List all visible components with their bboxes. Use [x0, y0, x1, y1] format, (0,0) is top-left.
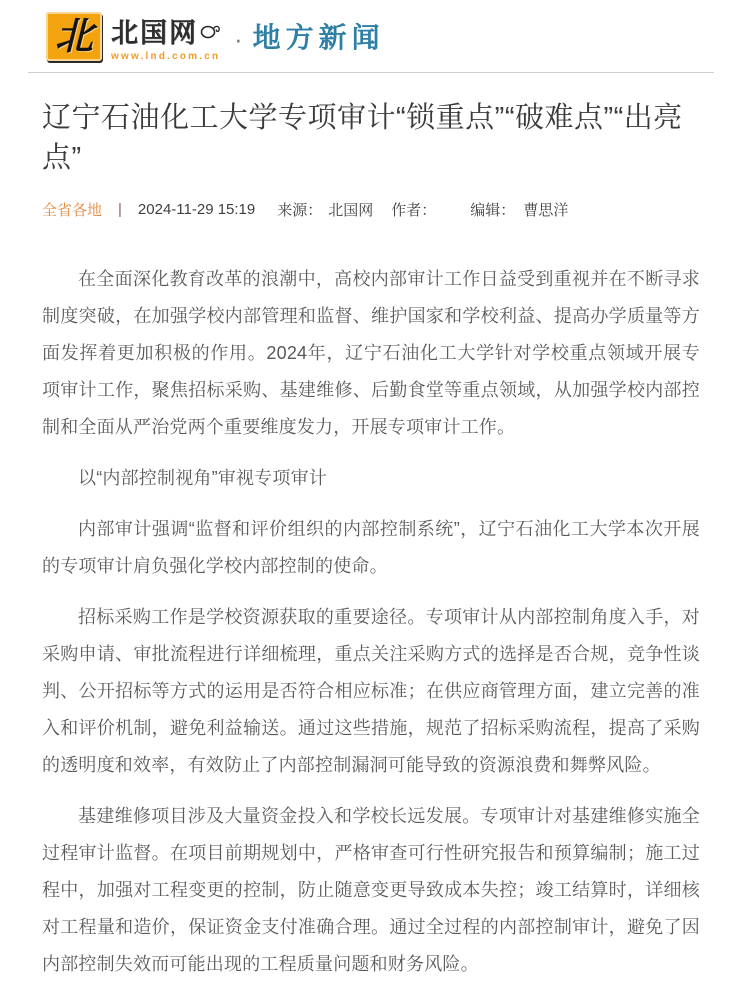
- paragraph-construction: 基建维修项目涉及大量资金投入和学校长远发展。专项审计对基建维修实施全过程审计监督。在项目前期规划中，严格审查可行性研究报告和预算编制；施工过程中，加强对工程变更的控制，防止随意变更导致成本失控；竣工结算时，详细核对工程量和造价，保证资金支付准确合理。通过全过程的内部控制审计，避免了因内部控制失效而可能出现的工程质量问题和财务风险。: [42, 805, 700, 974]
- header-divider: [28, 72, 714, 73]
- article-body: [42, 261, 700, 983]
- section-title[interactable]: 地方新闻: [252, 22, 385, 53]
- dot-separator: ·: [234, 24, 243, 54]
- editor-label: 编辑：: [470, 201, 516, 219]
- site-name[interactable]: 北国网: [111, 18, 198, 48]
- logo-text-column: [111, 12, 222, 62]
- editor-value: 曹思洋: [523, 201, 569, 219]
- site-logo[interactable]: [46, 12, 102, 61]
- logo-row: [46, 12, 714, 62]
- logo-mark-icon: 北: [54, 15, 93, 58]
- site-header: [0, 0, 742, 62]
- source-value[interactable]: 北国网: [328, 201, 374, 219]
- paragraph-intro: 在全面深化教育改革的浪潮中，高校内部审计工作日益受到重视并在不断寻求制度突破，在加强学校内部管理和监督、维护国家和学校利益、提高办学质量等方面发挥着更加积极的作用。2024年，辽宁石油化工大学针对学校重点领域开展专项审计工作，聚焦招标采购、基建维修、后勤食堂等重点领域，从加强学校内部控制和全面从严治党两个重要维度发力，开展专项审计工作。: [42, 268, 700, 437]
- paragraph-internal-control: 内部审计强调“监督和评价组织的内部控制系统”，辽宁石油化工大学本次开展的专项审计肩负强化学校内部控制的使命。: [42, 518, 700, 576]
- site-url: www.lnd.com.cn: [111, 50, 221, 62]
- article-title: 辽宁石油化工大学专项审计“锁重点”“破难点”“出亮点”: [42, 101, 683, 174]
- source-label: 来源：: [277, 201, 323, 219]
- publish-datetime: 2024-11-29 15:19: [137, 200, 256, 218]
- mouse-icon: [200, 22, 222, 45]
- category-link[interactable]: 全省各地: [42, 201, 103, 219]
- paragraph-procurement: 招标采购工作是学校资源获取的重要途径。专项审计从内部控制角度入手，对采购申请、审批流程进行详细梳理，重点关注采购方式的选择是否合规，竞争性谈判、公开招标等方式的运用是否符合相应标准；在供应商管理方面，建立完善的准入和评价机制，避免利益输送。通过这些措施，规范了招标采购流程，提高了采购的透明度和效率，有效防止了内部控制漏洞可能导致的资源浪费和舞弊风险。: [42, 606, 700, 775]
- paragraph-subheading: 以“内部控制视角”审视专项审计: [78, 467, 327, 488]
- author-label: 作者：: [391, 201, 437, 219]
- site-name-row: [111, 19, 222, 49]
- article-main: [0, 98, 742, 983]
- article-meta-row: [42, 199, 700, 220]
- meta-separator: |: [118, 200, 122, 218]
